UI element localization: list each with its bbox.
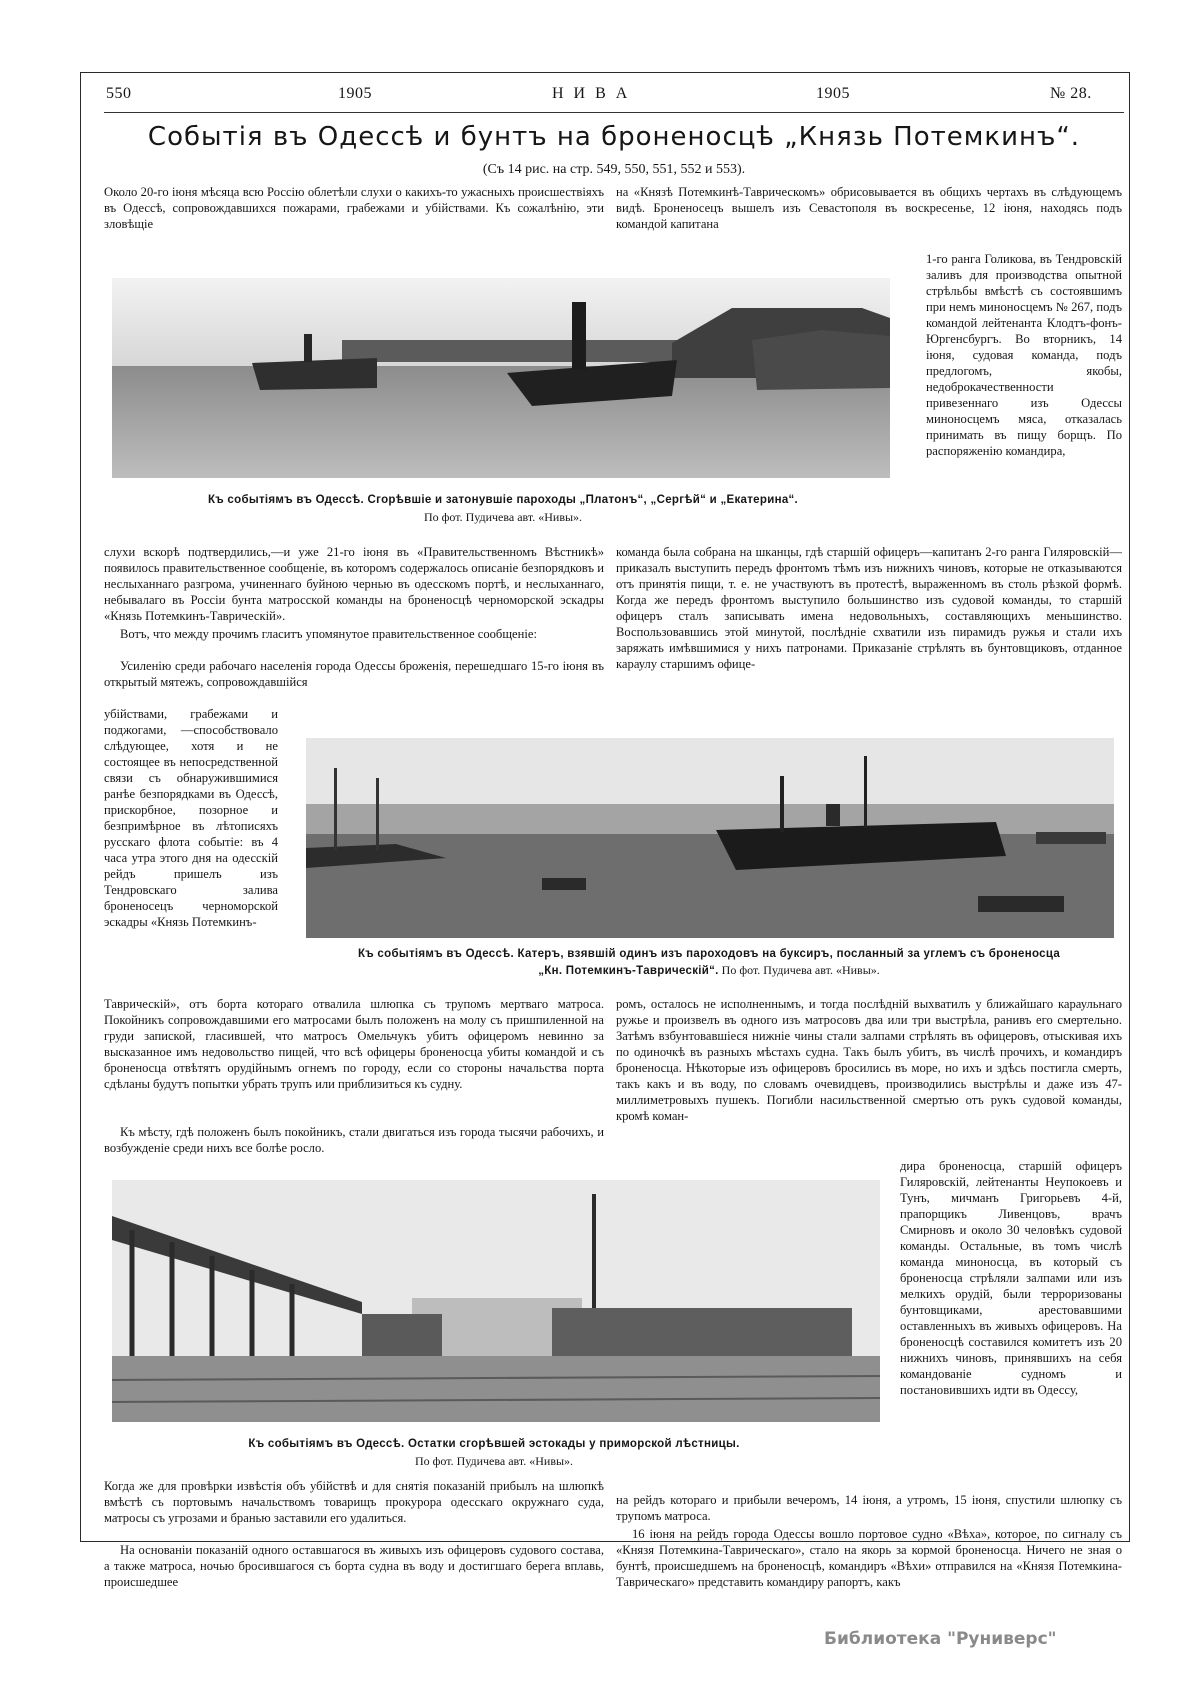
text-left-block-2b: Вотъ, что между прочимъ гласитъ упомянутое правительственное сообщеніе: xyxy=(120,627,537,641)
header-rule xyxy=(104,112,1124,113)
figure-1-photo xyxy=(112,278,890,478)
text-left-narrow: убійствами, грабежами и поджогами, —способствовало слѣдующее, хотя и не состоящее въ непосредственной связи съ обнаружившимися ранѣе безпорядками въ Одессѣ, прискорбное, позорное и безпримѣрное въ лѣтописяхъ русскаго флота событіе: въ 4 часа утра этого дня на одесскій рейдъ пришелъ изъ Тендровскаго залива броненосецъ черноморской эскадры «Князь Потемкинъ- xyxy=(104,707,278,929)
figure-3-credit: По фот. Пудичева авт. «Нивы». xyxy=(414,1454,574,1468)
figure-2-photo xyxy=(306,738,1114,938)
figure-3-photo xyxy=(112,1180,880,1422)
text-left-block-3: Таврическій», отъ борта котораго отвалила шлюпка съ трупомъ мертваго матроса. Покойникъ сопровождавшими его матросами былъ положенъ на молу съ пришпиленной на груди запиской, гласившей, что матросъ Омельчукъ убитъ офицеромъ невинно за высказанное имъ недовольство пищей, что всѣ офицеры броненосца убиты командой и съ броненосца отвѣтятъ орудійнымъ огнемъ по городу, если со стороны начальства порта сдѣланы будутъ попытки убрать трупъ или приблизиться къ судну. xyxy=(104,997,604,1091)
text-p1-right: на «Князѣ Потемкинѣ-Таврическомъ» обрисовывается въ общихъ чертахъ въ слѣдующемъ видѣ. Броненосецъ вышелъ изъ Севастополя въ воскресенье, 12 іюня, находясь подъ командой капитана xyxy=(616,185,1122,231)
text-right-narrow-1: 1-го ранга Голикова, въ Тендровскій заливъ для производства опытной стрѣльбы вмѣстѣ съ состоявшимъ при немъ миноносцемъ № 267, подъ командой лейтенанта Клодтъ-фонъ-Юргенсбургъ. Во вторникъ, 14 іюня, судовая команда, подъ предлогомъ, якобы, недоброкачественности привезеннаго изъ Одессы миноносцемъ мяса, отказалась принимать въ пищу борщъ. По распоряженію командира, xyxy=(926,252,1122,458)
figure-2-caption-ship: „Кн. Потемкинъ-Таврическій“. xyxy=(538,965,719,977)
figure-2-caption: Къ событіямъ въ Одессѣ. Катеръ, взявшій одинъ изъ пароходовъ на буксиръ, посланный за углемъ съ броненосца xyxy=(357,948,1061,960)
text-left-block-2: слухи вскорѣ подтвердились,—и уже 21-го іюня въ «Правительственномъ Вѣстникѣ» появилось правительственное сообщеніе, въ которомъ содержалось описаніе безпорядковъ и неслыханнаго разгрома, учиненнаго буйною чернью въ одесскомъ портѣ, и неслыханнаго, небывалаго въ Россіи бунта матросской команды на броненосцѣ черноморской эскадры «Князь Потемкинъ-Таврическій». xyxy=(104,545,604,623)
text-right-block-4: на рейдъ котораго и прибыли вечеромъ, 14 іюня, а утромъ, 15 іюня, спустили шлюпку съ трупомъ матроса. xyxy=(616,1493,1122,1523)
text-left-block-4: Когда же для провѣрки извѣстія объ убійствѣ и для снятія показаній прибылъ на шлюпкѣ вмѣстѣ съ портовымъ начальствомъ товарищъ прокурора одесскаго окружнаго суда, матросы съ угрозами и бранью заставили его удалиться. xyxy=(104,1479,604,1525)
figure-3-caption: Къ событіямъ въ Одессѣ. Остатки сгорѣвшей эстокады у приморской лѣстницы. xyxy=(248,1438,740,1450)
magazine-name: Н И В А xyxy=(552,85,631,102)
article-title: Событія въ Одессѣ и бунтъ на броненосцѣ „Князь Потемкинъ“. xyxy=(147,122,1081,152)
text-right-narrow-2: дира броненосца, старшій офицеръ Гиляровскій, лейтенанты Неупокоевъ и Тунъ, мичманъ Григорьевъ 4-й, прапорщикъ Ливенцовъ, врачъ Смирновъ и около 30 человѣкъ судовой команды. Остальные, въ томъ числѣ команда миноносца, въ который съ броненосца стрѣляли залпами или изъ мелкихъ орудій, были терроризованы бунтовщиками, арестовавшими оставленныхъ въ живыхъ офицеровъ. На броненосцѣ составился комитетъ изъ 20 нижнихъ чиновъ, принявшихъ на себя командованіе судномъ и постановившихъ идти въ Одессу, xyxy=(900,1159,1122,1397)
figure-1-caption: Къ событіямъ въ Одессѣ. Сгорѣвшіе и затонувшіе пароходы „Платонъ“, „Сергѣй“ и „Екатерина“. xyxy=(207,494,799,506)
figure-2-credit: По фот. Пудичева авт. «Нивы». xyxy=(721,963,880,977)
text-right-block-2: команда была собрана на шканцы, гдѣ старшій офицеръ—капитанъ 2-го ранга Гиляровскій—приказалъ выступить передъ фронтомъ тѣмъ изъ нижнихъ чиновъ, которые не отказываются отъ принятія пищи, т. е. не участвуютъ въ протестѣ, выраженномъ въ столь рѣзкой формѣ. Когда же передъ фронтомъ выступило большинство изъ судовой команды, то старшій офицеръ сталъ записывать имена недовольныхъ, составляющихъ меньшинство. Воспользовавшись этой минутой, послѣдніе схватили изъ пирамидъ ружья и стали ихъ заряжать имѣвшимися у нихъ патронами. Приказаніе стрѣлять въ бунтовщиковъ, отданное караулу старшимъ офице- xyxy=(616,545,1122,671)
figure-2-caption-line-2 xyxy=(296,962,1122,979)
text-left-block-2c: Усиленію среди рабочаго населенія города Одессы броженія, перешедшаго 15-го іюня въ открытый мятежъ, сопровождавшійся xyxy=(104,659,604,689)
issue-number: № 28. xyxy=(1050,85,1092,102)
article-subtitle: (Съ 14 рис. на стр. 549, 550, 551, 552 и 553). xyxy=(482,162,746,177)
text-left-block-3b: Къ мѣсту, гдѣ положенъ былъ покойникъ, стали двигаться изъ города тысячи рабочихъ, и возбужденіе среди нихъ все болѣе росло. xyxy=(104,1125,604,1155)
library-watermark: Библиотека "Руниверс" xyxy=(824,1629,1057,1649)
text-right-block-3: ромъ, осталось не исполненнымъ, и тогда послѣдній выхватилъ у ближайшаго караульнаго ружье и произвелъ въ одного изъ матросовъ два или три выстрѣла, ранивъ его смертельно. Затѣмъ взбунтовавшіеся нижніе чины стали залпами стрѣлять въ офицеровъ, отыскивая ихъ по одиночкѣ въ разныхъ мѣстахъ судна. Такъ былъ убитъ, въ числѣ прочихъ, и командиръ броненосца. Нѣкоторые изъ офицеровъ бросились въ море, но ихъ и здѣсь постигла смерть, такъ какъ и въ воду, по словамъ очевидцевъ, производились выстрѣлы и даже изъ 47-миллиметровыхъ пушекъ. Погибли насильственной смертью отъ рукъ судовой команды, кромѣ коман- xyxy=(616,997,1122,1123)
figure-1-credit: По фот. Пудичева авт. «Нивы». xyxy=(423,510,583,524)
page-number: 550 xyxy=(106,85,132,102)
year-right: 1905 xyxy=(816,85,850,102)
year-left: 1905 xyxy=(338,85,372,102)
text-p1-left: Около 20-го іюня мѣсяца всю Россію облетѣли слухи о какихъ-то ужасныхъ происшествіяхъ въ Одессѣ, сопровождавшихся пожарами, грабежами и убійствами. Къ сожалѣнію, эти зловѣщіе xyxy=(104,185,604,231)
text-right-block-4b: 16 іюня на рейдъ города Одессы вошло портовое судно «Вѣха», которое, по сигналу съ «Князя Потемкина-Таврическаго», стало на якорь за кормой броненосца. Ничего не зная о бунтѣ, происшедшемъ на броненосцѣ, командиръ «Вѣхи» отправился на «Князя Потемкина-Таврическаго» представить командиру рапортъ, какъ xyxy=(616,1527,1122,1589)
text-left-block-4b: На основаніи показаній одного оставшагося въ живыхъ изъ офицеровъ судового состава, а также матроса, ночью бросившагося съ борта судна въ воду и достигшаго берега вплавь, происшедшее xyxy=(104,1543,604,1589)
